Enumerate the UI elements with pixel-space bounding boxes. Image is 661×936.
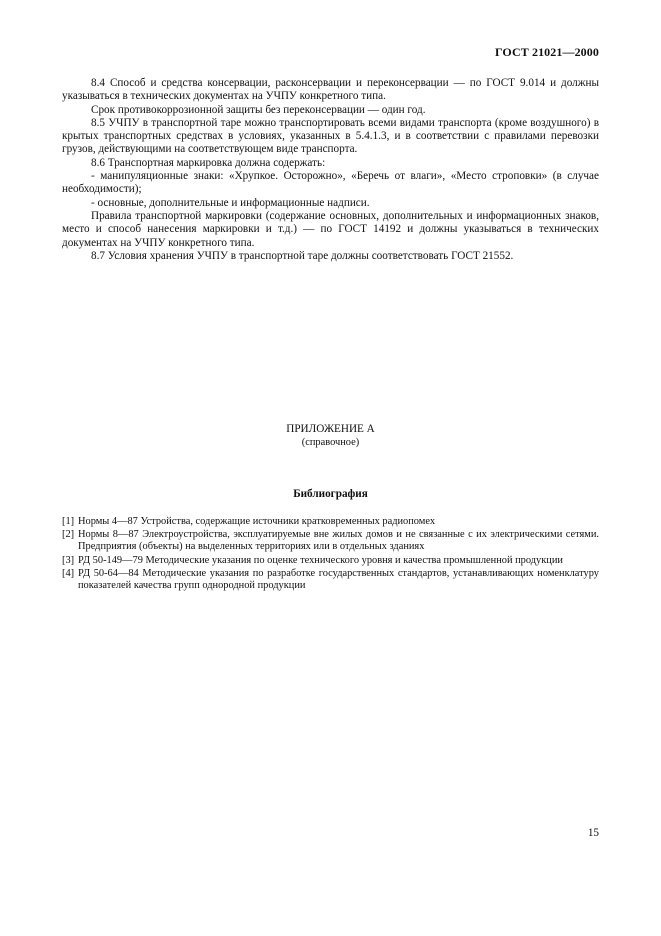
document-code-header: ГОСТ 21021—2000: [495, 45, 599, 59]
paragraph-8-4: 8.4 Способ и средства консервации, расконсервации и переконсервации — по ГОСТ 9.014 и должны указываться в технических документах на УЧПУ конкретного типа.: [62, 77, 599, 103]
list-item-handling-signs: - манипуляционные знаки: «Хрупкое. Осторожно», «Беречь от влаги», «Место строповки» (в случае необходимости);: [62, 170, 599, 196]
paragraph-marking-rules: Правила транспортной маркировки (содержание основных, дополнительных и информационных знаков, место и способ нанесения маркировки и т.д.) — по ГОСТ 14192 и должны указываться в технических документах на УЧПУ конкретного типа.: [62, 209, 599, 249]
paragraph-corrosion-term: Срок противокоррозионной защиты без переконсервации — один год.: [91, 103, 426, 116]
page-number: 15: [587, 827, 599, 839]
bibliography-item-text: Нормы 4—87 Устройства, содержащие источники кратковременных радиопомех: [78, 516, 436, 527]
paragraph-8-6: 8.6 Транспортная маркировка должна содержать:: [91, 156, 326, 169]
list-item-inscriptions: - основные, дополнительные и информационные надписи.: [91, 196, 370, 209]
section-8-text: [62, 77, 599, 263]
bibliography-item-text: РД 50-64—84 Методические указания по разработке государственных стандартов, устанавливающих номенклатуру показателей качества групп однородной продукции: [78, 567, 599, 592]
bibliography-list: [62, 516, 599, 593]
appendix-note: (справочное): [301, 437, 360, 448]
bibliography-item: [62, 529, 599, 553]
bibliography-item-number: [3]: [62, 554, 75, 566]
paragraph-8-5: 8.5 УЧПУ в транспортной таре можно транспортировать всеми видами транспорта (кроме воздушного) в крытых транспортных средствах в условиях, указанных в 5.4.1.3, и в соответствии с правилами перевозки грузов, действующими на соответствующем виде транспорта.: [62, 116, 599, 156]
bibliography-item: [62, 555, 599, 567]
bibliography-item-number: [4]: [62, 567, 75, 579]
bibliography-item: [62, 568, 599, 592]
appendix-title: ПРИЛОЖЕНИЕ А: [286, 423, 375, 435]
bibliography-item-text: Нормы 8—87 Электроустройства, эксплуатируемые вне жилых домов и не связанные с их электрическими сетями. Предприятия (объекты) на выделенных территориях или в отдельных зданиях: [78, 529, 599, 553]
bibliography-item-number: [2]: [62, 529, 75, 541]
appendix-heading: [62, 423, 599, 449]
paragraph-8-7: 8.7 Условия хранения УЧПУ в транспортной таре должны соответствовать ГОСТ 21552.: [91, 249, 514, 262]
bibliography-title: Библиография: [293, 488, 368, 500]
bibliography-item: [62, 516, 599, 528]
bibliography-item-text: РД 50-149—79 Методические указания по оценке технического уровня и качества промышленной продукции: [78, 554, 563, 566]
bibliography-item-number: [1]: [62, 516, 75, 527]
